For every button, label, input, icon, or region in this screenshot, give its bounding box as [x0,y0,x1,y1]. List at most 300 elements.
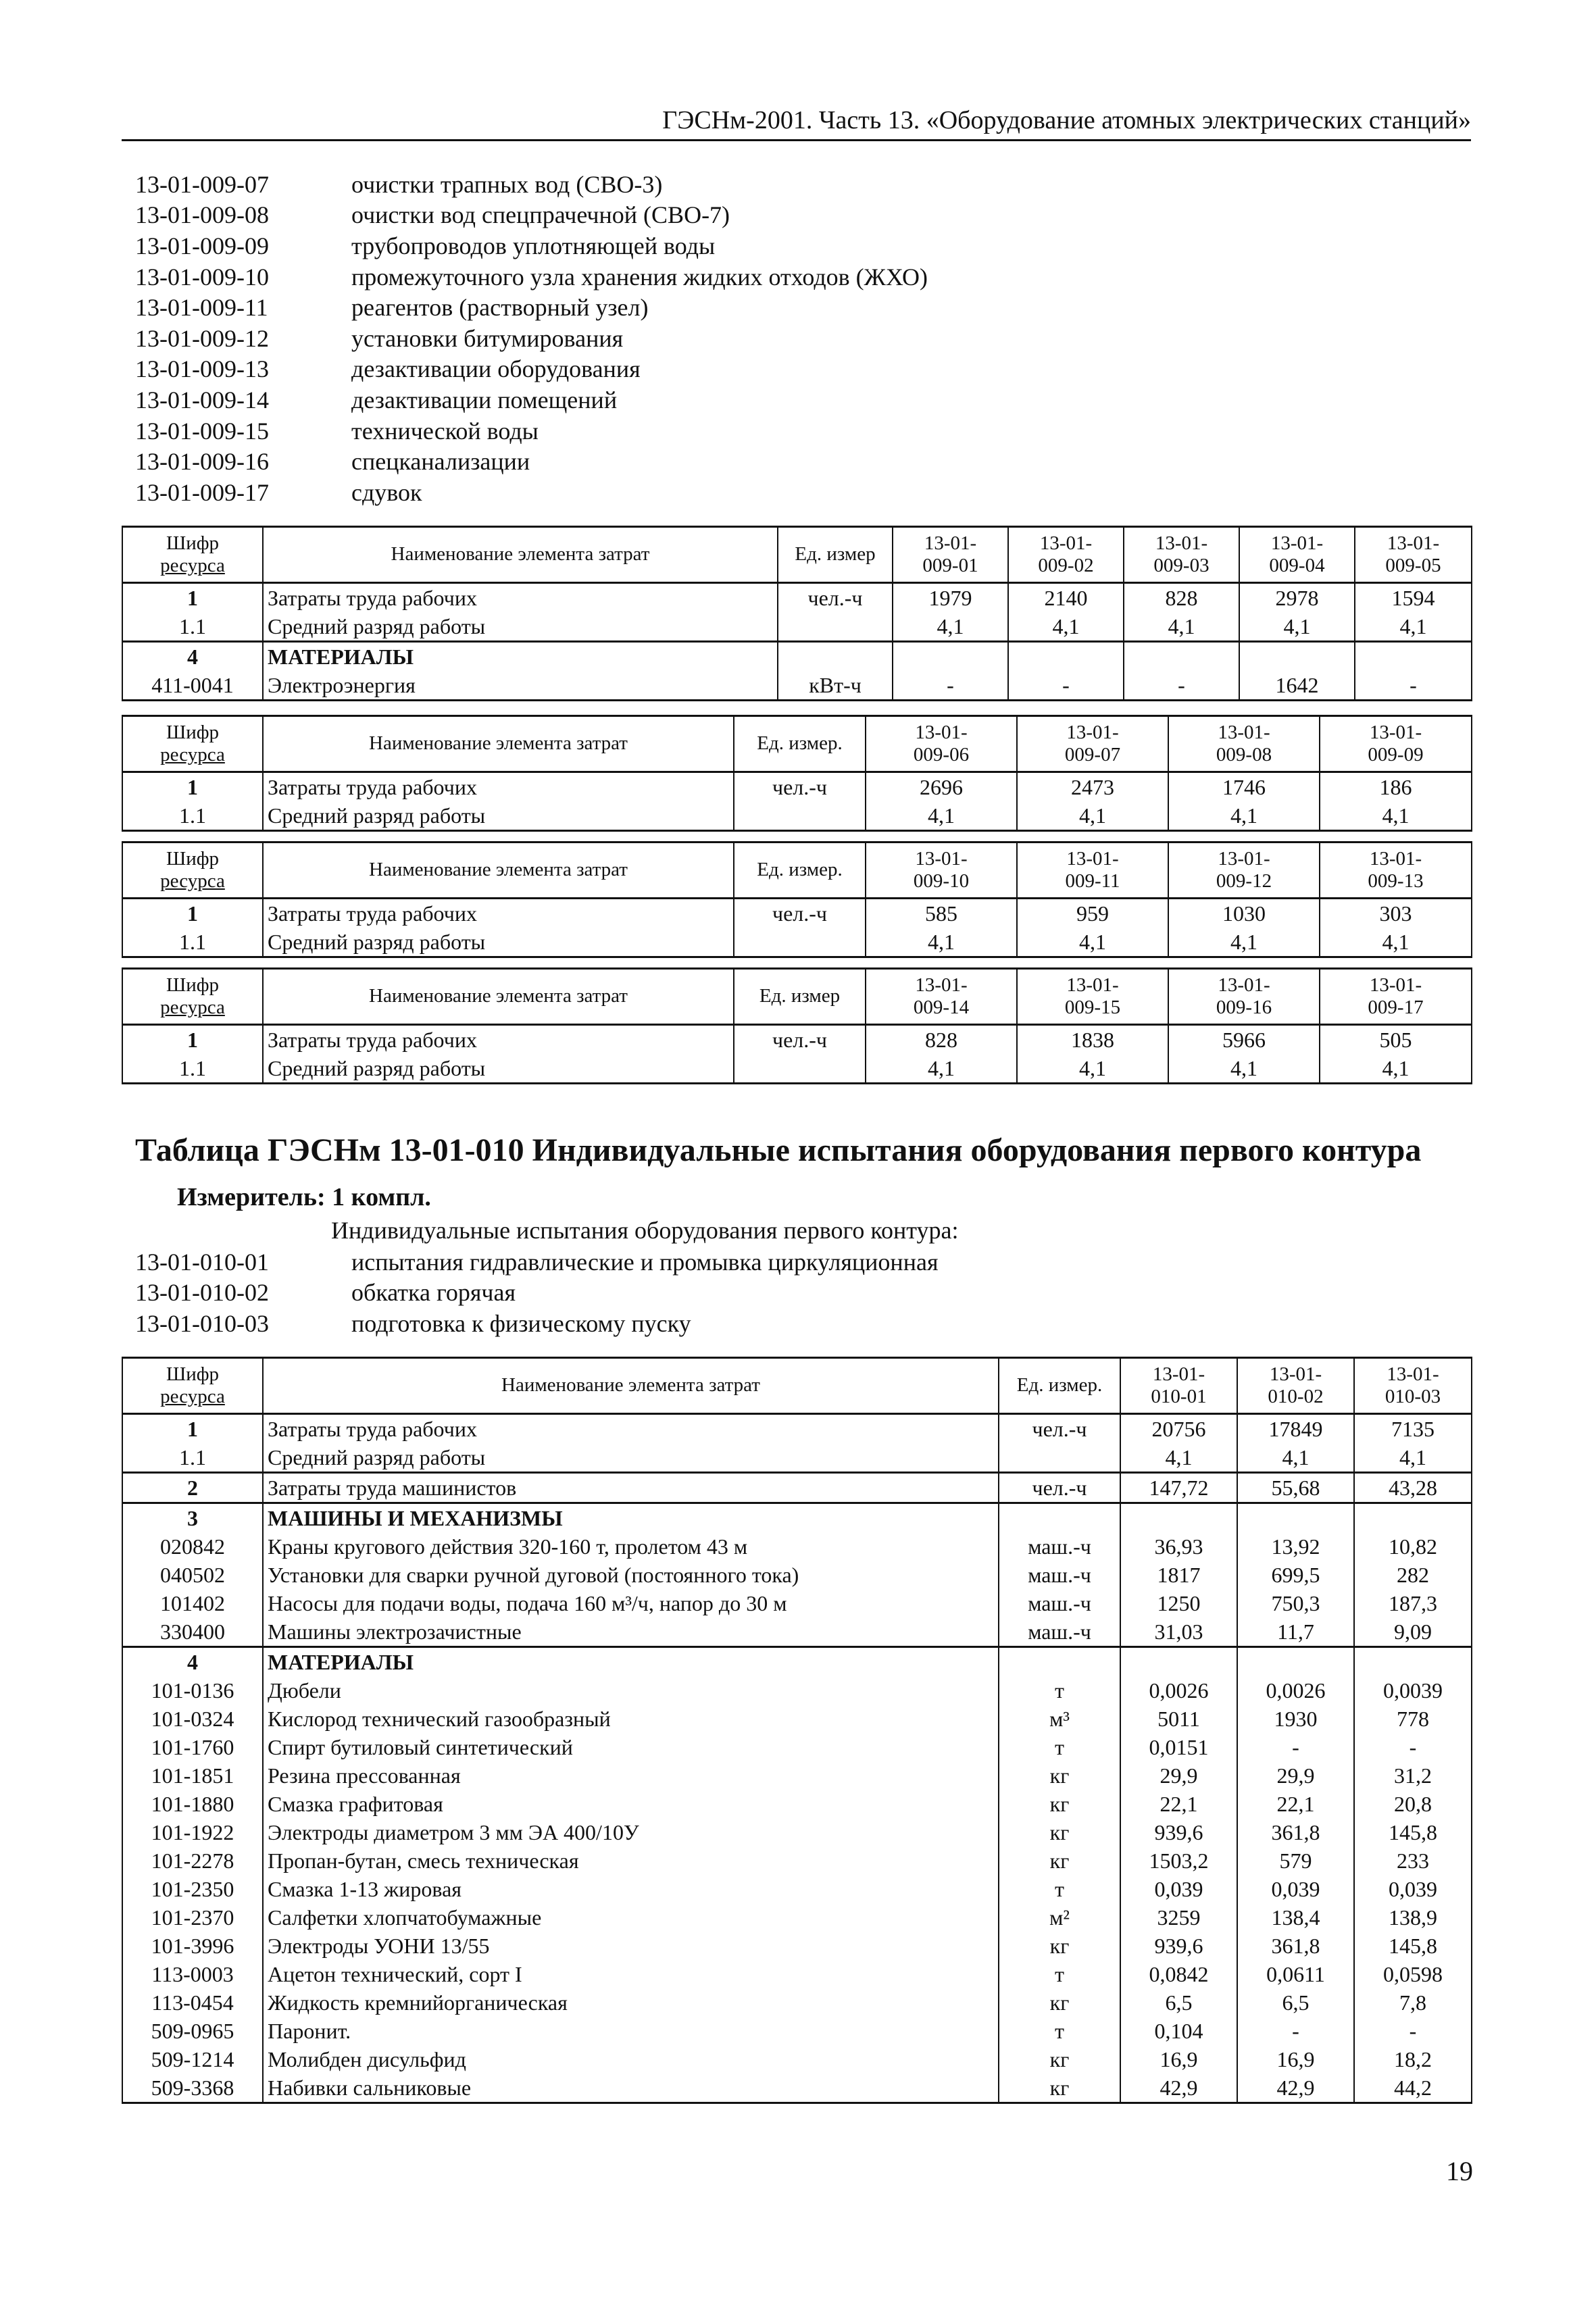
code-list-009 [135,169,928,508]
unit: т [999,1676,1120,1705]
value: 0,0026 [1237,1676,1354,1705]
cost-name: Средний разряд работы [263,1054,734,1084]
unit: кг [999,1818,1120,1846]
header-unit: Ед. измер [734,969,866,1025]
unit: кг [999,1988,1120,2017]
list-item [135,230,928,261]
value [1124,642,1239,672]
table-row [122,1960,1472,1988]
header-norm-code [1017,716,1168,772]
value: 4,1 [1017,1054,1168,1084]
item-description: трубопроводов уплотняющей воды [351,232,716,259]
value: 42,9 [1120,2073,1237,2103]
list-item [135,200,928,231]
value: 3259 [1120,1903,1237,1932]
cost-name: Салфетки хлопчатобумажные [263,1903,999,1932]
table-header-row [122,527,1472,583]
cost-name: Электроды УОНИ 13/55 [263,1932,999,1960]
value: 282 [1354,1561,1472,1589]
cost-name: Насосы для подачи воды, подача 160 м³/ч, напор до 30 м [263,1589,999,1617]
table-title: Таблица ГЭСНм 13-01-010 Индивидуальные испытания оборудования первого контура [135,1132,1422,1168]
norm-code-line1: 13-01- [1152,1363,1205,1385]
unit: кг [999,2073,1120,2103]
value: 187,3 [1354,1589,1472,1617]
norm-code-line1: 13-01- [1270,532,1324,554]
cost-name: Затраты труда машинистов [263,1473,999,1503]
value: 1250 [1120,1589,1237,1617]
value: - [1237,2017,1354,2045]
value: 0,0842 [1120,1960,1237,1988]
value: 579 [1237,1846,1354,1875]
resource-code: 101-0136 [122,1676,263,1705]
value: 0,0598 [1354,1960,1472,1988]
table-row [122,899,1472,928]
norm-code-line2: 010-01 [1151,1386,1207,1407]
value: 7135 [1354,1414,1472,1444]
norm-code-line1: 13-01- [1066,721,1119,743]
value: 233 [1354,1846,1472,1875]
value: 4,1 [866,801,1017,831]
list-item [135,384,928,416]
unit: маш.-ч [999,1561,1120,1589]
norm-code-line2: 009-13 [1368,870,1424,892]
resource-code: 101-1760 [122,1733,263,1761]
value: 4,1 [866,1054,1017,1084]
item-code: 13-01-009-17 [135,478,269,506]
page-header: ГЭСНм-2001. Часть 13. «Оборудование атомных электрических станций» [122,107,1471,141]
value [893,642,1008,672]
table-row [122,1790,1472,1818]
table-row [122,1503,1472,1533]
resource-code: 101-3996 [122,1932,263,1960]
resource-code: 4 [122,642,263,672]
value: 4,1 [1120,1443,1237,1473]
unit [734,1054,866,1084]
norm-code-line1: 13-01- [1387,532,1440,554]
table-row [122,1025,1472,1055]
unit: чел.-ч [734,899,866,928]
cost-name: Затраты труда рабочих [263,899,734,928]
item-code: 13-01-009-14 [135,386,269,413]
header-norm-code [1320,716,1472,772]
item-description: очистки вод спецпрачечной (СВО-7) [351,201,730,229]
value: 145,8 [1354,1818,1472,1846]
norm-code-line1: 13-01- [915,721,968,743]
cost-name: Паронит. [263,2017,999,2045]
cost-name: Машины электрозачистные [263,1617,999,1647]
norm-code-line2: 009-06 [913,744,970,765]
resource-code: 101-0324 [122,1705,263,1733]
value: 10,82 [1354,1532,1472,1561]
resource-code: 1 [122,1414,263,1444]
value: 6,5 [1120,1988,1237,2017]
unit: маш.-ч [999,1589,1120,1617]
value: 361,8 [1237,1932,1354,1960]
value: 11,7 [1237,1617,1354,1647]
table-header-row [122,716,1472,772]
value: 1979 [893,583,1008,613]
resource-code: 1.1 [122,801,263,831]
item-code: 13-01-010-03 [135,1309,269,1337]
resource-code: 4 [122,1647,263,1677]
value: - [1124,671,1239,701]
unit [734,928,866,957]
value [1354,1647,1472,1677]
value: 4,1 [893,612,1008,642]
value: 828 [1124,583,1239,613]
item-description: промежуточного узла хранения жидких отходов (ЖХО) [351,263,928,291]
value: 2140 [1008,583,1124,613]
item-code: 13-01-009-10 [135,263,269,291]
table-row [122,1589,1472,1617]
cost-name: Ацетон технический, сорт I [263,1960,999,1988]
value: 505 [1320,1025,1472,1055]
value: 4,1 [1008,612,1124,642]
header-code-line1: Шифр [166,721,220,743]
table-row [122,2045,1472,2073]
norm-code-line2: 009-04 [1269,555,1325,576]
unit [778,642,893,672]
cost-name: Набивки сальниковые [263,2073,999,2103]
norm-code-line1: 13-01- [1218,721,1270,743]
cost-name: Краны кругового действия 320-160 т, пролетом 43 м [263,1532,999,1561]
cost-name: Затраты труда рабочих [263,1414,999,1444]
value: 138,4 [1237,1903,1354,1932]
norm-code-line2: 009-01 [922,555,978,576]
value: 0,039 [1120,1875,1237,1903]
value [1008,642,1124,672]
list-item [135,1278,939,1309]
list-item [135,323,928,354]
norm-code-line1: 13-01- [1066,847,1119,870]
unit [999,1503,1120,1533]
value [1354,1503,1472,1533]
norm-code-line1: 13-01- [1369,721,1422,743]
value: 2473 [1017,772,1168,802]
value: 4,1 [866,928,1017,957]
unit: м³ [999,1705,1120,1733]
norm-code-line2: 009-08 [1216,744,1272,765]
table-row [122,1875,1472,1903]
value: 939,6 [1120,1932,1237,1960]
norm-code-line2: 009-07 [1064,744,1121,765]
table-header-row [122,1358,1472,1414]
value: 4,1 [1320,928,1472,957]
item-code: 13-01-009-13 [135,355,269,383]
value: 4,1 [1017,801,1168,831]
list-item [135,169,928,200]
unit: т [999,2017,1120,2045]
table-row [122,671,1472,701]
norm-code-line1: 13-01- [1369,974,1422,996]
value: 4,1 [1168,1054,1320,1084]
value [1239,642,1355,672]
value: 6,5 [1237,1988,1354,2017]
header-norm-code [1320,842,1472,899]
item-description: реагентов (растворный узел) [351,294,649,322]
header-norm-code [1120,1358,1237,1414]
cost-name: Смазка 1-13 жировая [263,1875,999,1903]
value [1237,1503,1354,1533]
table-row [122,801,1472,831]
header-norm-code [1008,527,1124,583]
value: - [893,671,1008,701]
item-code: 13-01-009-09 [135,232,269,259]
value: 22,1 [1120,1790,1237,1818]
unit: кг [999,1846,1120,1875]
list-item [135,354,928,385]
cost-name: МАТЕРИАЛЫ [263,1647,999,1677]
unit [999,1443,1120,1473]
table-row [122,1443,1472,1473]
norm-code-line2: 009-05 [1385,555,1441,576]
norm-code-line1: 13-01- [915,847,968,870]
value: 43,28 [1354,1473,1472,1503]
value: 4,1 [1320,801,1472,831]
unit [999,1647,1120,1677]
resource-code: 330400 [122,1617,263,1647]
value: 22,1 [1237,1790,1354,1818]
header-cost-name: Наименование элемента затрат [263,969,734,1025]
header-cost-name: Наименование элемента затрат [263,1358,999,1414]
table-row [122,1676,1472,1705]
header-norm-code [1168,716,1320,772]
table-row [122,2073,1472,2103]
cost-name: Установки для сварки ручной дуговой (постоянного тока) [263,1561,999,1589]
norm-code-line2: 009-10 [913,870,970,892]
value: 145,8 [1354,1932,1472,1960]
value: 42,9 [1237,2073,1354,2103]
item-description: испытания гидравлические и промывка циркуляционная [351,1248,939,1276]
resource-code: 101-2350 [122,1875,263,1903]
value: 1642 [1239,671,1355,701]
table-row [122,1705,1472,1733]
value: 1503,2 [1120,1846,1237,1875]
value: 828 [866,1025,1017,1055]
header-norm-code [1355,527,1472,583]
value: 778 [1354,1705,1472,1733]
resource-code: 101-1922 [122,1818,263,1846]
header-code-line1: Шифр [166,974,220,996]
header-norm-code [1017,842,1168,899]
header-norm-code [1354,1358,1472,1414]
unit: маш.-ч [999,1532,1120,1561]
value [1120,1647,1237,1677]
cost-name: Электроды диаметром 3 мм ЭА 400/10У [263,1818,999,1846]
list-item [135,261,928,293]
value: 4,1 [1239,612,1355,642]
value: 0,0026 [1120,1676,1237,1705]
header-norm-code [1237,1358,1354,1414]
table-row [122,1932,1472,1960]
header-norm-code [1168,969,1320,1025]
value: 13,92 [1237,1532,1354,1561]
item-code: 13-01-009-15 [135,417,269,445]
norm-code-line2: 009-11 [1065,870,1120,892]
item-code: 13-01-010-01 [135,1248,269,1276]
unit: чел.-ч [999,1414,1120,1444]
item-description: сдувок [351,478,422,506]
unit [734,801,866,831]
cost-name: Электроэнергия [263,671,778,701]
value: - [1008,671,1124,701]
value: 4,1 [1320,1054,1472,1084]
resource-code: 1 [122,583,263,613]
resource-code: 101-1880 [122,1790,263,1818]
header-resource-code [122,969,263,1025]
item-code: 13-01-009-12 [135,324,269,352]
header-norm-code [866,842,1017,899]
norm-code-line1: 13-01- [924,532,977,554]
value: - [1237,1733,1354,1761]
cost-name: Смазка графитовая [263,1790,999,1818]
cost-name: Затраты труда рабочих [263,1025,734,1055]
header-code-line1: Шифр [166,532,220,554]
value: 4,1 [1168,928,1320,957]
header-code-line1: Шифр [166,1363,220,1385]
value: 750,3 [1237,1589,1354,1617]
value: 361,8 [1237,1818,1354,1846]
cost-name: Жидкость кремнийорганическая [263,1988,999,2017]
header-norm-code [1124,527,1239,583]
list-item [135,477,928,508]
value: 44,2 [1354,2073,1472,2103]
list-item [135,292,928,323]
value: 138,9 [1354,1903,1472,1932]
item-code: 13-01-009-16 [135,448,269,476]
header-code-line2: ресурса [160,997,225,1018]
table-row [122,1532,1472,1561]
value: 20,8 [1354,1790,1472,1818]
item-description: спецканализации [351,448,530,476]
header-norm-code [1168,842,1320,899]
norm-table-009-10-13 [122,841,1472,958]
unit: т [999,1875,1120,1903]
value: 7,8 [1354,1988,1472,2017]
value: 31,2 [1354,1761,1472,1790]
table-row [122,1647,1472,1677]
table-row [122,1761,1472,1790]
header-code-line2: ресурса [160,555,225,576]
value: 29,9 [1237,1761,1354,1790]
meter-label: Измеритель: 1 компл. [177,1183,431,1211]
unit: маш.-ч [999,1617,1120,1647]
table-row [122,583,1472,613]
resource-code: 020842 [122,1532,263,1561]
header-code-line2: ресурса [160,744,225,765]
header-cost-name: Наименование элемента затрат [263,527,778,583]
table-row [122,1846,1472,1875]
value: 4,1 [1124,612,1239,642]
norm-code-line1: 13-01- [1387,1363,1439,1385]
table-header-row [122,842,1472,899]
header-norm-code [1239,527,1355,583]
norm-code-line1: 13-01- [1039,532,1093,554]
resource-code: 040502 [122,1561,263,1589]
norm-code-line2: 009-16 [1216,997,1272,1018]
norm-table-009-14-17 [122,967,1472,1084]
value [1120,1503,1237,1533]
table-row [122,1617,1472,1647]
value: 1930 [1237,1705,1354,1733]
cost-name: Затраты труда рабочих [263,583,778,613]
value [1237,1647,1354,1677]
norm-table-009-06-09 [122,715,1472,832]
item-code: 13-01-009-07 [135,170,269,198]
header-unit: Ед. измер. [734,842,866,899]
resource-code: 1.1 [122,612,263,642]
value: 17849 [1237,1414,1354,1444]
resource-code: 509-0965 [122,2017,263,2045]
unit: кг [999,2045,1120,2073]
item-code: 13-01-010-02 [135,1279,269,1307]
value: 2978 [1239,583,1355,613]
norm-code-line1: 13-01- [1218,974,1270,996]
norm-code-line2: 009-09 [1368,744,1424,765]
table-row [122,1733,1472,1761]
norm-table-009-01-05 [122,526,1472,701]
table-row [122,1988,1472,2017]
value: - [1354,2017,1472,2045]
unit: м² [999,1903,1120,1932]
value: 18,2 [1354,2045,1472,2073]
value: 4,1 [1168,801,1320,831]
table-row [122,1818,1472,1846]
norm-code-line2: 009-03 [1153,555,1210,576]
value: 186 [1320,772,1472,802]
norm-code-line1: 13-01- [1155,532,1208,554]
value: 4,1 [1355,612,1472,642]
header-norm-code [893,527,1008,583]
value: 16,9 [1237,2045,1354,2073]
norm-code-line2: 009-02 [1038,555,1094,576]
item-code: 13-01-009-08 [135,201,269,229]
norm-code-line2: 009-15 [1064,997,1121,1018]
value: 939,6 [1120,1818,1237,1846]
resource-code: 101402 [122,1589,263,1617]
unit: т [999,1733,1120,1761]
item-description: подготовка к физическому пуску [351,1309,691,1337]
header-norm-code [1320,969,1472,1025]
header-resource-code [122,1358,263,1414]
resource-code: 1 [122,899,263,928]
item-description: обкатка горячая [351,1279,516,1307]
header-code-line2: ресурса [160,870,225,892]
norm-code-line1: 13-01- [1066,974,1119,996]
value: 4,1 [1237,1443,1354,1473]
header-unit: Ед. измер. [999,1358,1120,1414]
list-item [135,416,928,447]
norm-table-010 [122,1357,1472,2104]
value: 55,68 [1237,1473,1354,1503]
value: 959 [1017,899,1168,928]
table-row [122,2017,1472,2045]
resource-code: 509-1214 [122,2045,263,2073]
list-item [135,446,928,477]
norm-code-line2: 010-03 [1385,1386,1441,1407]
resource-code: 101-1851 [122,1761,263,1790]
norm-code-line2: 010-02 [1268,1386,1324,1407]
table-row [122,1561,1472,1589]
page-number: 19 [1446,2156,1473,2186]
header-norm-code [866,969,1017,1025]
cost-name: МАШИНЫ И МЕХАНИЗМЫ [263,1503,999,1533]
resource-code: 3 [122,1503,263,1533]
value: 9,09 [1354,1617,1472,1647]
value: - [1355,671,1472,701]
value [1355,642,1472,672]
header-norm-code [866,716,1017,772]
